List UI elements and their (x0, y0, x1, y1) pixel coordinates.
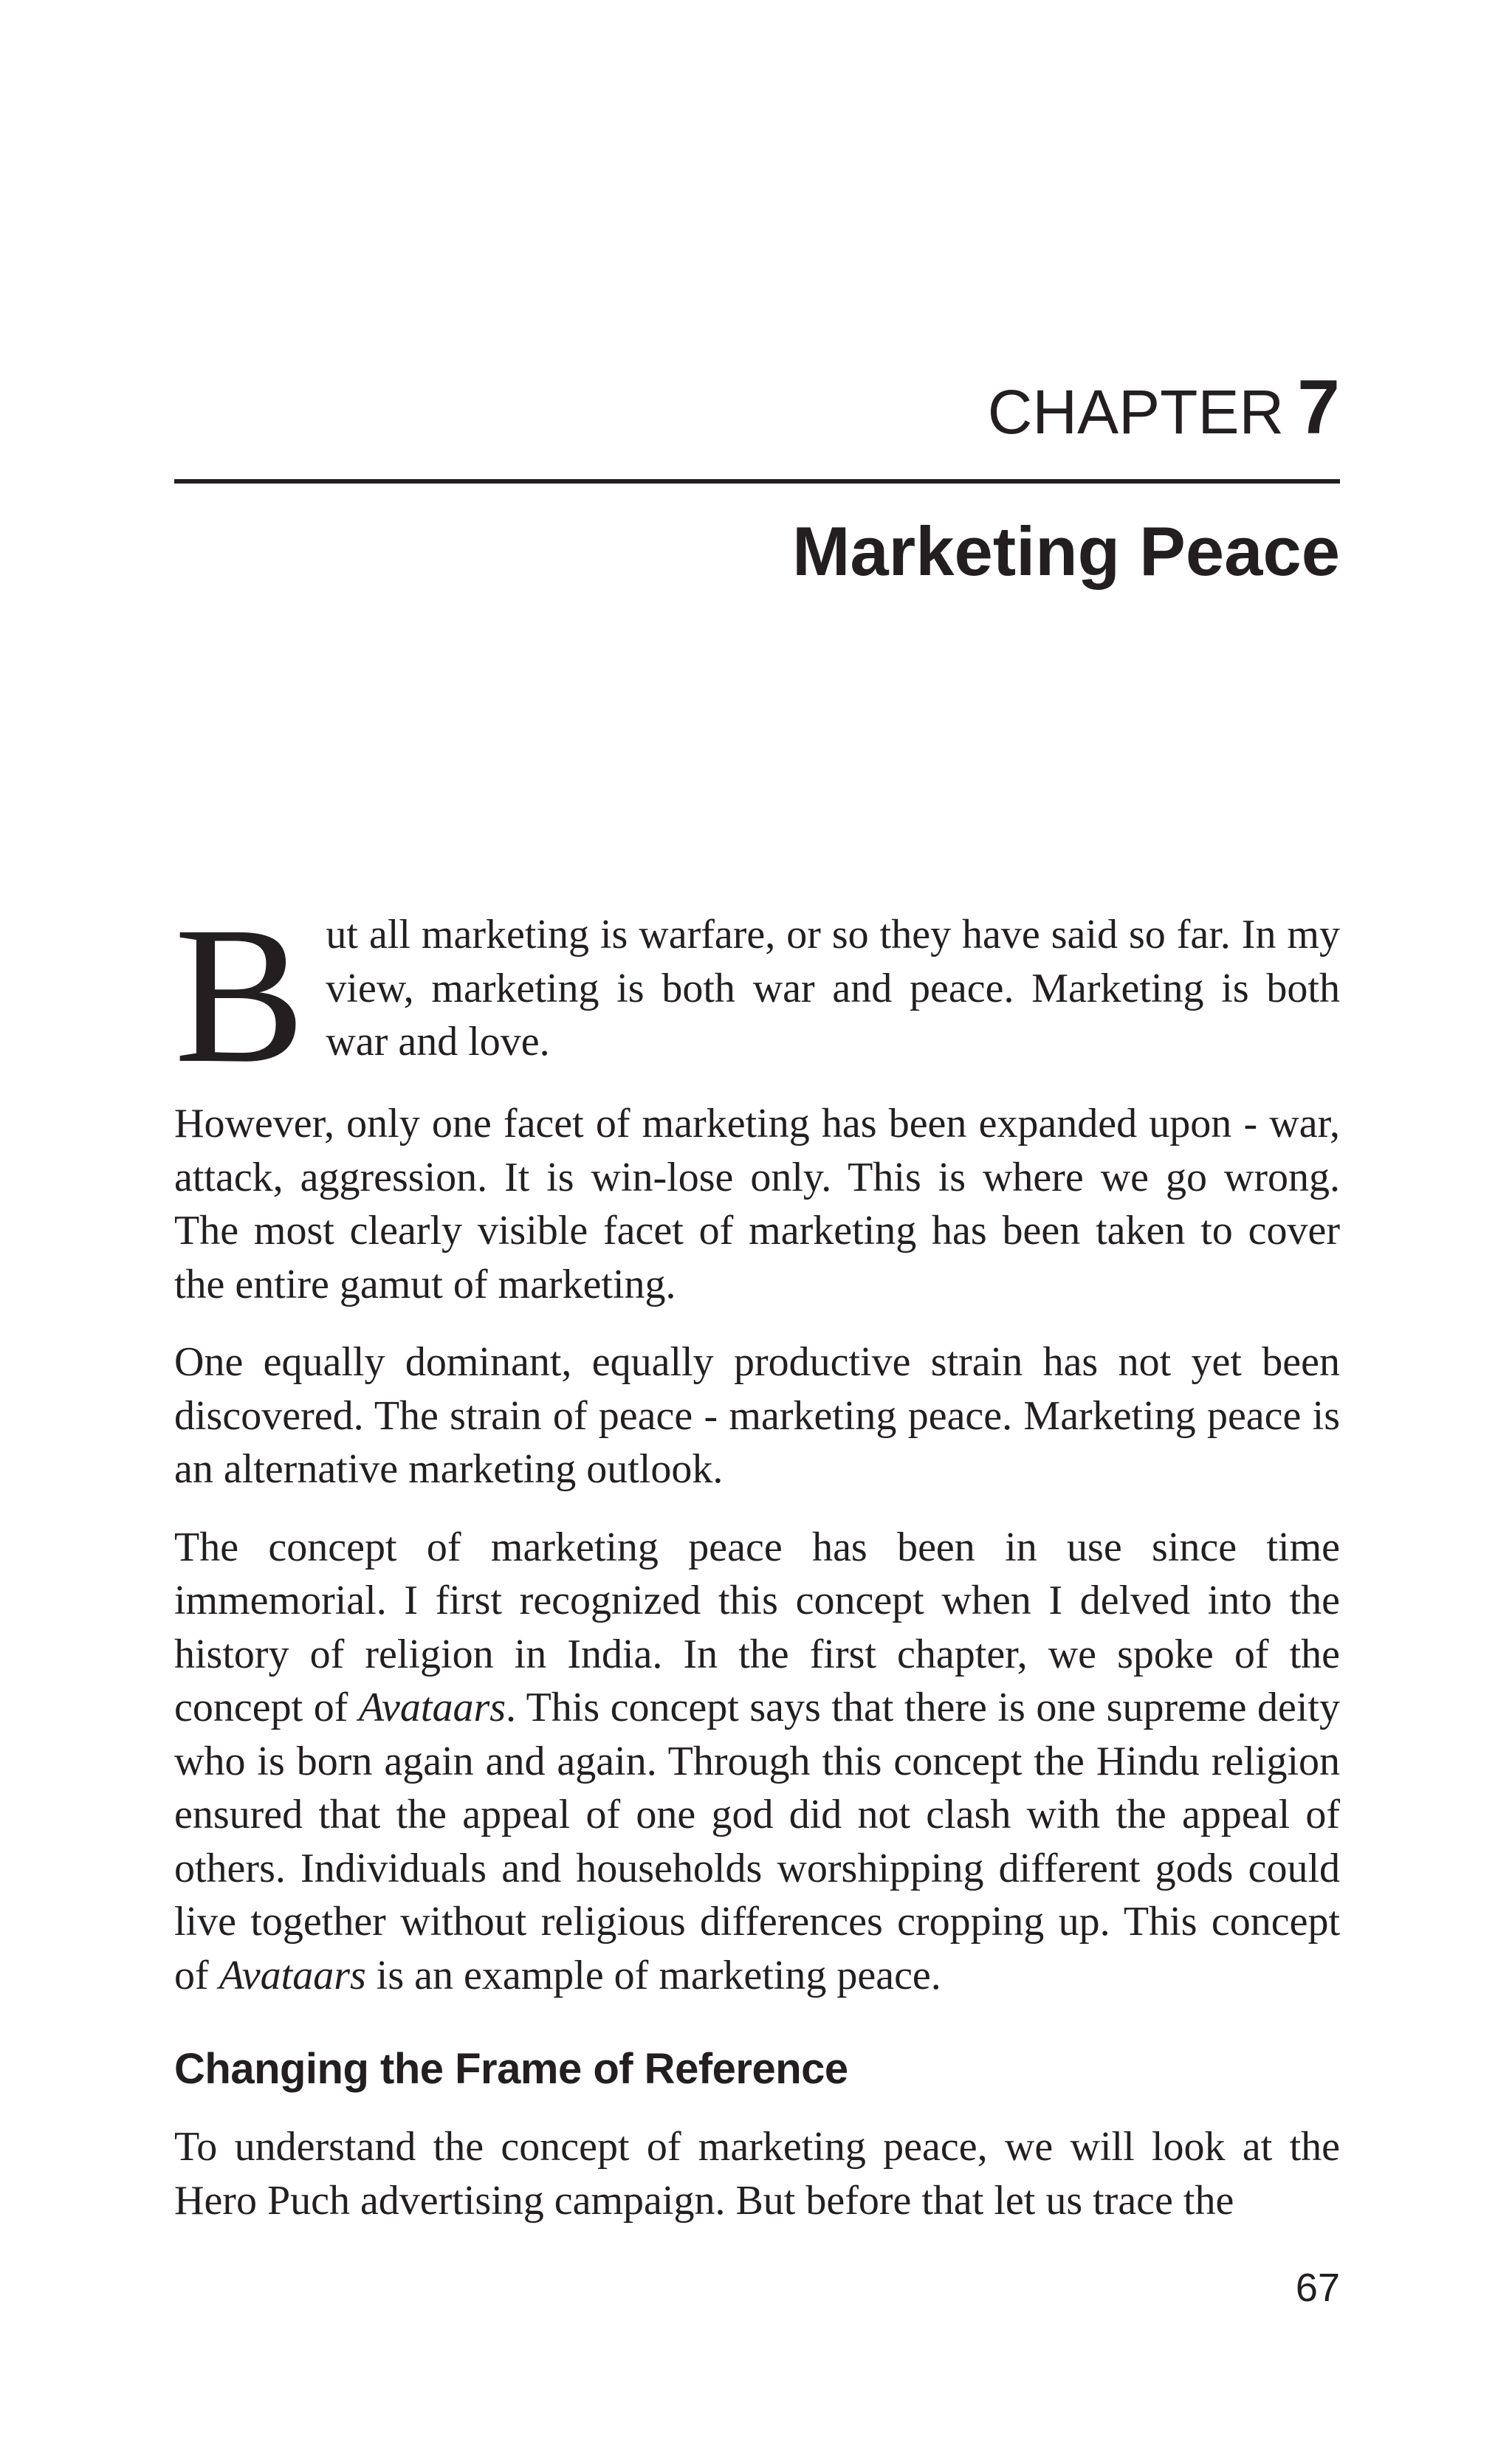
chapter-word: CHAPTER (987, 377, 1285, 447)
chapter-number: 7 (1297, 365, 1340, 450)
italic-term: Avataars (219, 1952, 366, 1998)
page-number: 67 (1295, 2266, 1340, 2310)
chapter-rule (174, 479, 1340, 484)
section-heading: Changing the Frame of Reference (174, 2045, 848, 2093)
paragraph-text: The concept of marketing peace has been in use since time immemorial. I first recognized this concept when I delved into the history of religion in India. In the first chapter, we spoke of the concept of (174, 1524, 1340, 1730)
paragraph: One equally dominant, equally productive strain has not yet been discovered. The strain of peace - marketing peace. Marketing peace is an alternative marketing outlook. (174, 1339, 1340, 1492)
italic-term: Avataars (358, 1685, 506, 1730)
paragraph (174, 1521, 1340, 2003)
opening-paragraph (174, 886, 1340, 1104)
body-text (174, 886, 1340, 2252)
paragraph: However, only one facet of marketing has been expanded upon - war, attack, aggression. It is win-lose only. This is where we go wrong. The most clearly visible facet of marketing has been taken to cover the entire gamut of marketing. (174, 1101, 1340, 1307)
paragraph-text: . This concept says that there is one supreme deity who is born again and again. Through this concept the Hindu religion ensured that the appeal of one god did not clash with the appeal of others. Individuals and households worshipping different gods could live together without religious differences cropping up. This concept of (174, 1685, 1340, 1998)
chapter-label (987, 365, 1340, 450)
paragraph-text: is an example of marketing peace. (365, 1952, 941, 1998)
drop-cap: B (174, 886, 306, 1104)
chapter-title: Marketing Peace (792, 512, 1340, 590)
paragraph: To understand the concept of marketing peace, we will look at the Hero Puch advertising campaign. But before that let us trace the (174, 2124, 1340, 2224)
opening-paragraph-text: ut all marketing is warfare, or so they have said so far. In my view, marketing is both war and peace. Marketing is both war and love. (326, 912, 1340, 1065)
